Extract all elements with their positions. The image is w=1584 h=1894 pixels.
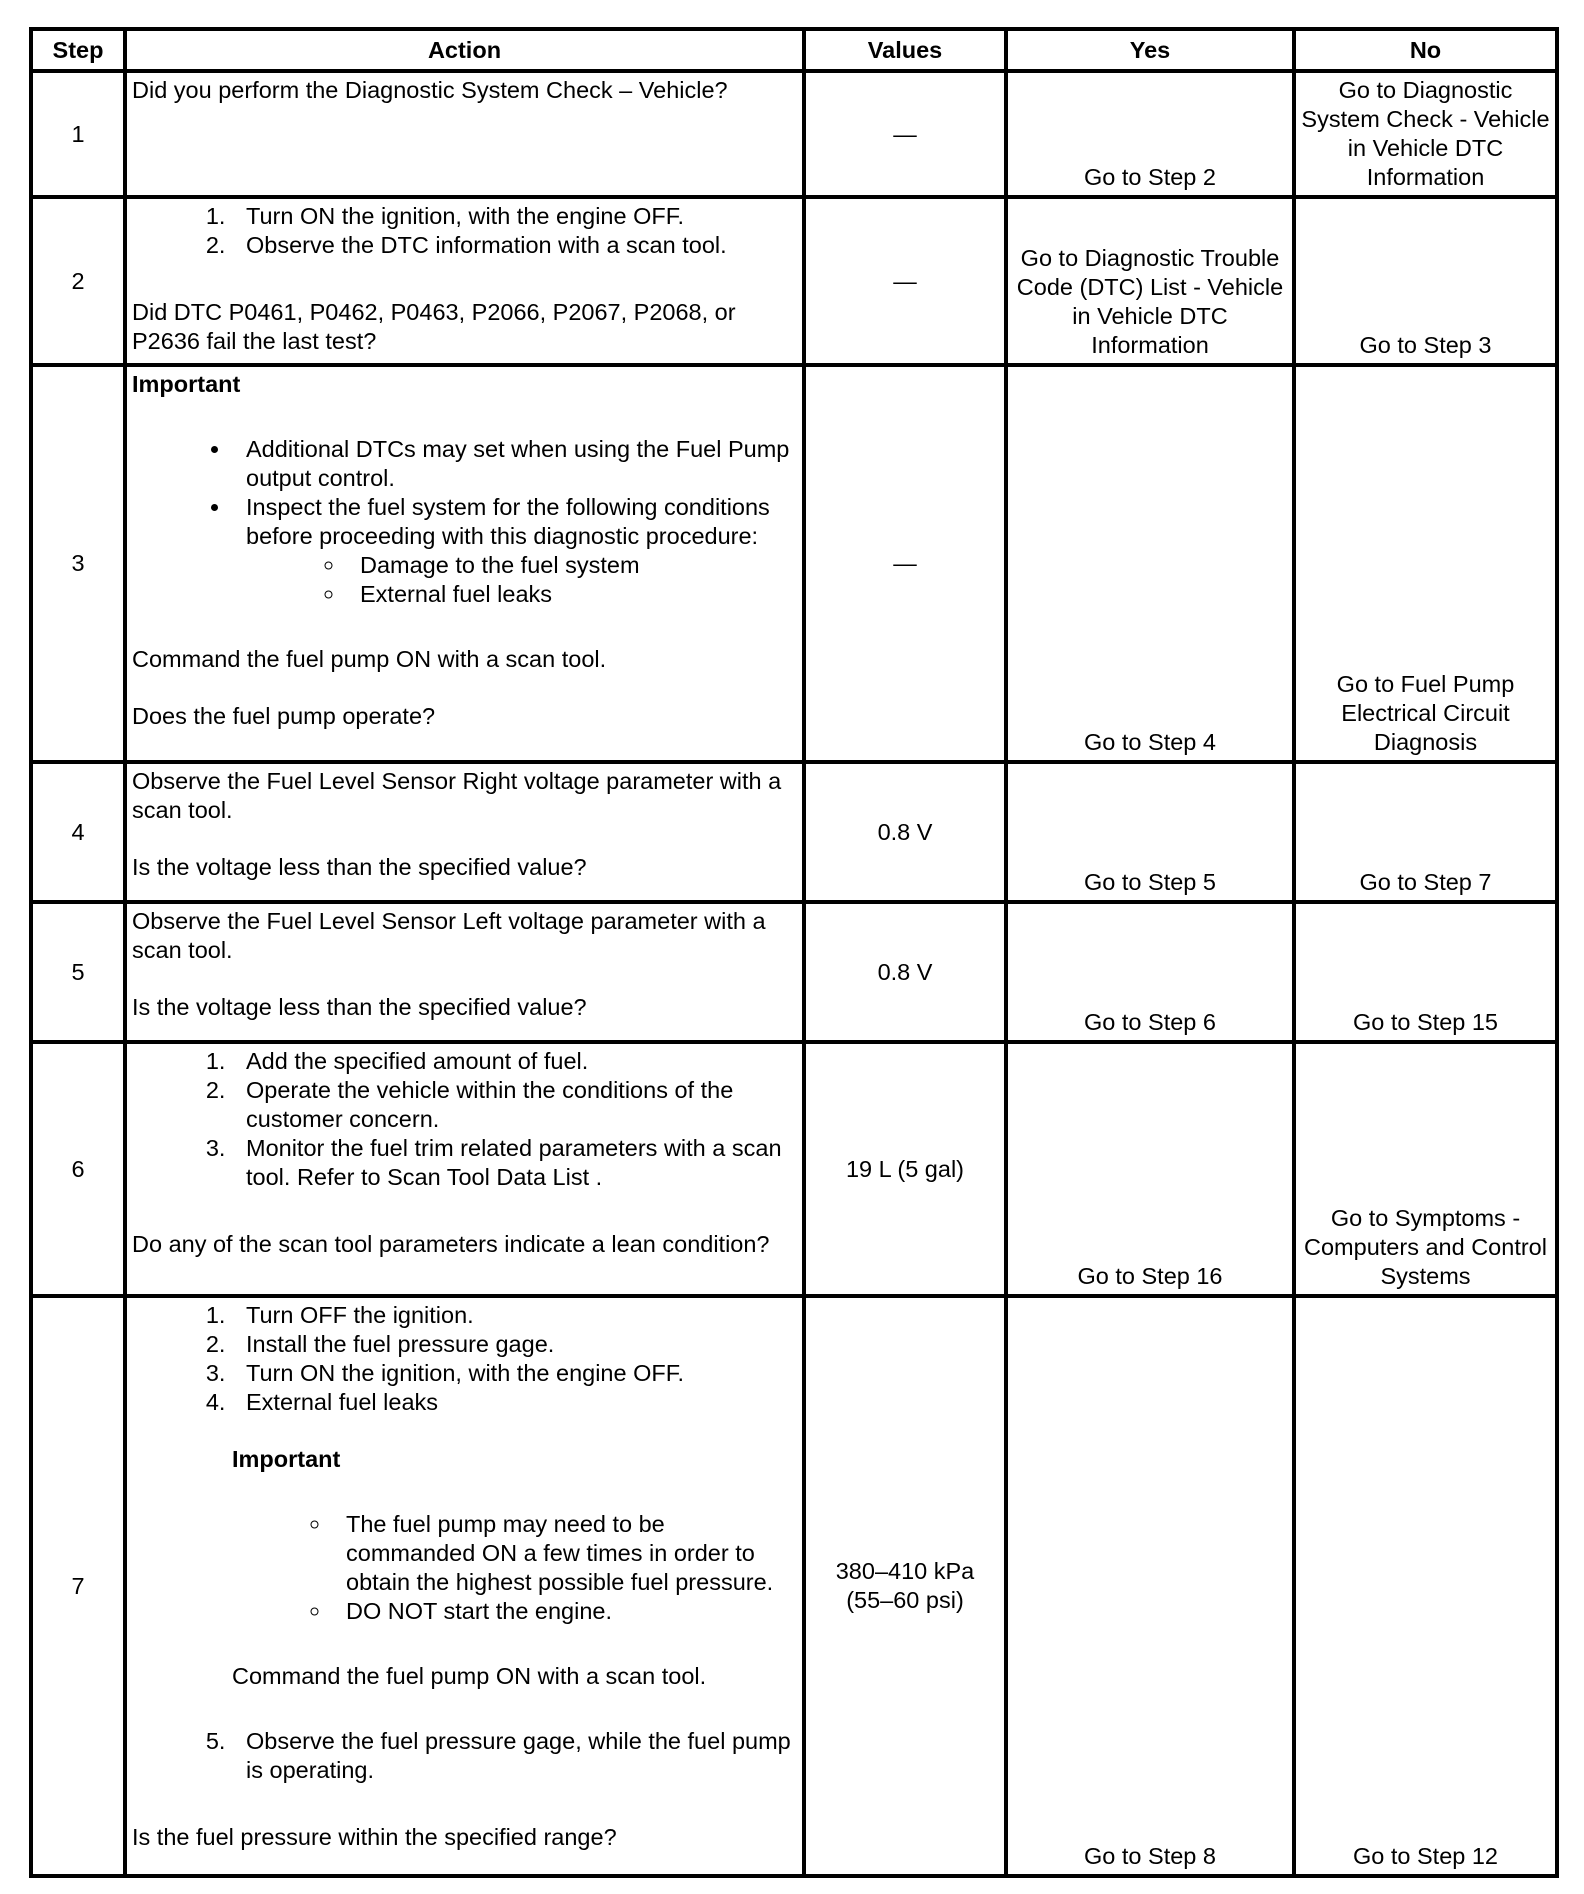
bullet-item: • Additional DTCs may set when using the Fuel Pump output control. — [232, 435, 797, 493]
procedure-item: 3. Monitor the fuel trim related parameters with a scan tool. Refer to Scan Tool Data List . — [232, 1134, 797, 1192]
diagnostic-table — [29, 27, 1559, 1878]
action-cell — [125, 197, 804, 365]
value-cell: 0.8 V — [804, 902, 1006, 1042]
command-text: Command the fuel pump ON with a scan tool. — [232, 1663, 707, 1689]
instruction-text: Observe the Fuel Level Sensor Left voltage parameter with a scan tool. — [132, 908, 766, 963]
sub-bullet-item: ◦ Damage to the fuel system — [346, 551, 797, 580]
step-number: 5 — [31, 902, 125, 1042]
sub-bullet-item: ◦ External fuel leaks — [346, 580, 797, 609]
sub-bullet-item: ◦ The fuel pump may need to be commanded ON a few times in order to obtain the highest possible fuel pressure. — [332, 1510, 797, 1597]
no-link[interactable]: Go to Fuel Pump Electrical Circuit Diagnosis — [1294, 365, 1557, 762]
action-cell — [125, 1296, 804, 1876]
value-cell: 380–410 kPa (55–60 psi) — [804, 1296, 1006, 1876]
action-cell — [125, 762, 804, 902]
table-row-step-7 — [31, 1296, 1557, 1876]
step-number: 4 — [31, 762, 125, 902]
yes-link[interactable]: Go to Step 4 — [1006, 365, 1294, 762]
yes-link[interactable]: Go to Step 8 — [1006, 1296, 1294, 1876]
step-number: 2 — [31, 197, 125, 365]
yes-link[interactable]: Go to Step 5 — [1006, 762, 1294, 902]
table-row-step-5 — [31, 902, 1557, 1042]
procedure-item: 5. Observe the fuel pressure gage, while the fuel pump is operating. — [232, 1727, 797, 1785]
yes-link[interactable]: Go to Step 2 — [1006, 71, 1294, 197]
header-no: No — [1294, 29, 1557, 71]
no-link[interactable]: Go to Step 15 — [1294, 902, 1557, 1042]
step-number: 6 — [31, 1042, 125, 1296]
important-sub-bullets — [232, 1510, 797, 1626]
table-row-step-1 — [31, 71, 1557, 197]
yes-link[interactable]: Go to Diagnostic Trouble Code (DTC) List - Vehicle in Vehicle DTC Information — [1006, 197, 1294, 365]
bullet-item — [232, 493, 797, 609]
procedure-item: 1. Add the specified amount of fuel. — [232, 1047, 797, 1076]
procedure-item: 1. Turn ON the ignition, with the engine OFF. — [232, 202, 797, 231]
procedure-item: 2. Install the fuel pressure gage. — [232, 1330, 797, 1359]
value-cell: — — [804, 71, 1006, 197]
sub-bullets — [246, 551, 797, 609]
question-text: Does the fuel pump operate? — [132, 703, 436, 729]
value-cell: 19 L (5 gal) — [804, 1042, 1006, 1296]
action-cell — [125, 71, 804, 197]
important-heading: Important — [132, 371, 241, 397]
no-link[interactable]: Go to Step 3 — [1294, 197, 1557, 365]
value-cell: — — [804, 365, 1006, 762]
procedure-list — [132, 1047, 797, 1192]
step-number: 1 — [31, 71, 125, 197]
yes-link[interactable]: Go to Step 16 — [1006, 1042, 1294, 1296]
question-text: Did DTC P0461, P0462, P0463, P2066, P2067, P2068, or P2636 fail the last test? — [132, 299, 736, 354]
question-text: Did you perform the Diagnostic System Check – Vehicle? — [132, 77, 728, 103]
table-row-step-3 — [31, 365, 1557, 762]
no-link[interactable]: Go to Step 7 — [1294, 762, 1557, 902]
important-heading: Important — [232, 1446, 341, 1472]
procedure-list — [132, 1301, 797, 1417]
procedure-item: 2. Observe the DTC information with a scan tool. — [232, 231, 797, 260]
value-cell: 0.8 V — [804, 762, 1006, 902]
table-row-step-2 — [31, 197, 1557, 365]
question-text: Is the voltage less than the specified value? — [132, 994, 587, 1020]
procedure-item: 3. Turn ON the ignition, with the engine OFF. — [232, 1359, 797, 1388]
no-link[interactable]: Go to Symptoms - Computers and Control Systems — [1294, 1042, 1557, 1296]
procedure-item: 4. External fuel leaks — [232, 1388, 797, 1417]
command-text: Command the fuel pump ON with a scan tool. — [132, 646, 607, 672]
step-number: 7 — [31, 1296, 125, 1876]
action-cell — [125, 1042, 804, 1296]
table-row-step-6 — [31, 1042, 1557, 1296]
question-text: Is the fuel pressure within the specified range? — [132, 1824, 617, 1850]
instruction-text: Observe the Fuel Level Sensor Right voltage parameter with a scan tool. — [132, 768, 782, 823]
procedure-list-continued — [132, 1727, 797, 1785]
header-action: Action — [125, 29, 804, 71]
table-row-step-4 — [31, 762, 1557, 902]
question-text: Is the voltage less than the specified value? — [132, 854, 587, 880]
no-link[interactable]: Go to Diagnostic System Check - Vehicle in Vehicle DTC Information — [1294, 71, 1557, 197]
important-bullets — [132, 435, 797, 609]
header-yes: Yes — [1006, 29, 1294, 71]
action-cell — [125, 902, 804, 1042]
procedure-list — [132, 202, 797, 260]
procedure-item: 2. Operate the vehicle within the conditions of the customer concern. — [232, 1076, 797, 1134]
procedure-item: 1. Turn OFF the ignition. — [232, 1301, 797, 1330]
action-cell — [125, 365, 804, 762]
yes-link[interactable]: Go to Step 6 — [1006, 902, 1294, 1042]
value-cell: — — [804, 197, 1006, 365]
header-row — [31, 29, 1557, 71]
question-text: Do any of the scan tool parameters indicate a lean condition? — [132, 1231, 770, 1257]
header-values: Values — [804, 29, 1006, 71]
step-number: 3 — [31, 365, 125, 762]
bullet-text: Inspect the fuel system for the following conditions before proceeding with this diagnostic procedure: — [246, 494, 770, 549]
no-link[interactable]: Go to Step 12 — [1294, 1296, 1557, 1876]
sub-bullet-item: ◦ DO NOT start the engine. — [332, 1597, 797, 1626]
header-step: Step — [31, 29, 125, 71]
